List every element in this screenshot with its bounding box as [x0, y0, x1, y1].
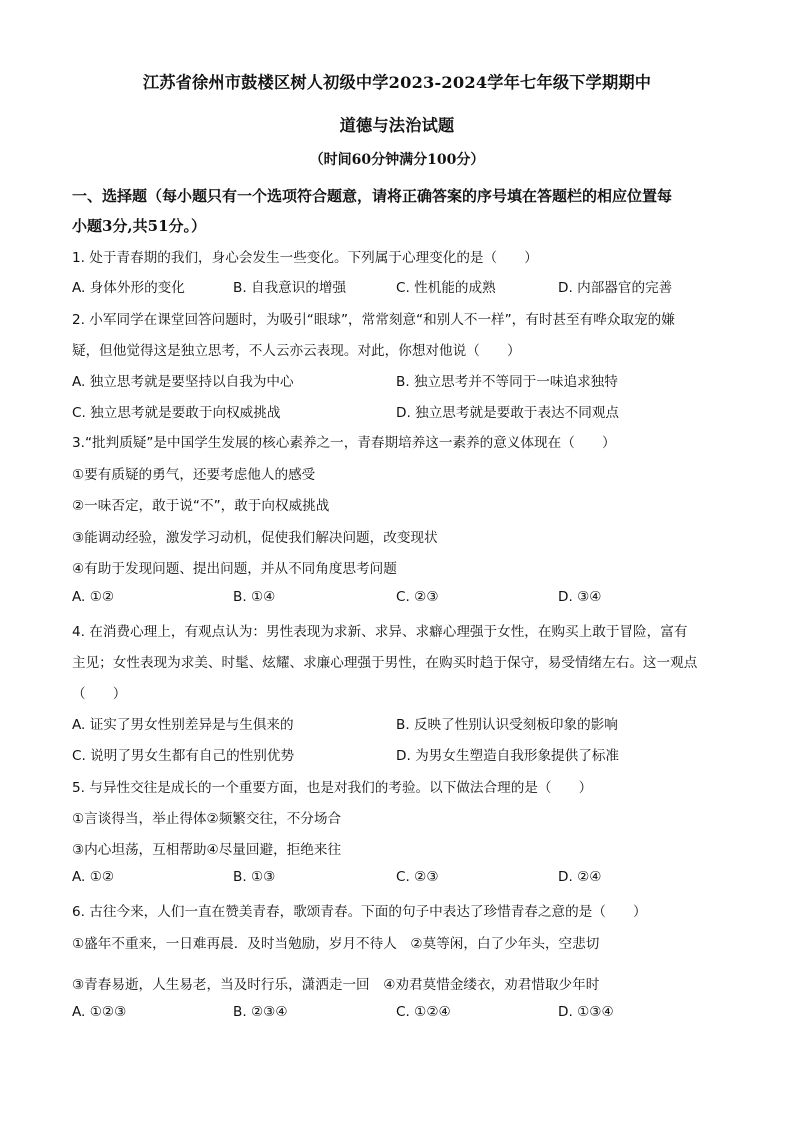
q3-statement-3: ③能调动经验，激发学习动机，促使我们解决问题，改变现状: [72, 530, 438, 546]
q2-option-d: D. 独立思考就是要敢于表达不同观点: [396, 405, 620, 421]
q5-option-a: A. ①②: [72, 869, 115, 885]
q4-stem-line2: 主见；女性表现为求美、时髦、炫耀、求廉心理强于男性，在购买时趋于保守，易受情绪左右。这一观点: [72, 655, 698, 671]
q3-stem: 3.“批判质疑”是中国学生发展的核心素养之一，青春期培养这一素养的意义体现在（ ）: [72, 435, 616, 451]
exam-time-info: （时间60分钟满分100分）: [309, 152, 485, 168]
q3-statement-2: ②一味否定，敢于说“不”，敢于向权威挑战: [72, 498, 330, 514]
section-heading-line2: 小题3分,共51分。）: [72, 217, 207, 235]
q5-statements-1: ①言谈得当，举止得体②频繁交往，不分场合: [72, 811, 342, 827]
q5-statements-2: ③内心坦荡，互相帮助④尽量回避，拒绝来往: [72, 842, 342, 858]
q6-statements-2: ③青春易逝，人生易老，当及时行乐，潇洒走一回 ④劝君莫惜金缕衣，劝君惜取少年时: [72, 977, 600, 993]
q2-stem-line1: 2. 小军同学在课堂回答问题时，为吸引“眼球”，常常刻意“和别人不一样”，有时甚至有哗众取宠的嫌: [72, 312, 675, 328]
q1-option-b: B. 自我意识的增强: [233, 280, 347, 296]
q3-statement-4: ④有助于发现问题、提出问题，并从不同角度思考问题: [72, 561, 397, 577]
q4-option-c: C. 说明了男女生都有自己的性别优势: [72, 748, 295, 764]
q4-option-a: A. 证实了男女性别差异是与生俱来的: [72, 717, 294, 733]
q4-stem-line1: 4. 在消费心理上，有观点认为：男性表现为求新、求异、求癖心理强于女性，在购买上敢于冒险，富有: [72, 624, 688, 640]
section-heading-line1: 一、选择题（每小题只有一个选项符合题意，请将正确答案的序号填在答题栏的相应位置每: [72, 187, 673, 205]
q4-stem-line3: （ ）: [72, 686, 127, 702]
q6-stem: 6. 古往今来，人们一直在赞美青春，歌颂青春。下面的句子中表达了珍惜青春之意的是（ ）: [72, 904, 647, 920]
q2-option-b: B. 独立思考并不等同于一味追求独特: [396, 374, 618, 390]
q1-option-a: A. 身体外形的变化: [72, 280, 185, 296]
q5-option-b: B. ①③: [233, 869, 276, 885]
q6-option-c: C. ①②④: [396, 1004, 451, 1020]
q5-option-c: C. ②③: [396, 869, 439, 885]
q3-option-d: D. ③④: [558, 589, 602, 605]
q1-option-d: D. 内部器官的完善: [558, 280, 673, 296]
q1-stem: 1. 处于青春期的我们，身心会发生一些变化。下列属于心理变化的是（ ）: [72, 250, 538, 266]
q6-option-a: A. ①②③: [72, 1004, 127, 1020]
q1-option-c: C. 性机能的成熟: [396, 280, 496, 296]
q6-statements-1: ①盛年不重来，一日难再晨．及时当勉励，岁月不待人 ②莫等闲，白了少年头，空悲切: [72, 936, 600, 952]
q4-option-b: B. 反映了性别认识受刻板印象的影响: [396, 717, 618, 733]
q5-option-d: D. ②④: [558, 869, 602, 885]
q6-option-b: B. ②③④: [233, 1004, 288, 1020]
q4-option-d: D. 为男女生塑造自我形象提供了标准: [396, 748, 620, 764]
exam-title-line2: 道德与法治试题: [339, 116, 455, 135]
q2-stem-line2: 疑，但他觉得这是独立思考，不人云亦云表现。对此，你想对他说（ ）: [72, 343, 521, 359]
q3-statement-1: ①要有质疑的勇气，还要考虑他人的感受: [72, 467, 316, 483]
q3-option-c: C. ②③: [396, 589, 439, 605]
q6-option-d: D. ①③④: [558, 1004, 614, 1020]
q3-option-a: A. ①②: [72, 589, 115, 605]
exam-title-line1: 江苏省徐州市鼓楼区树人初级中学2023-2024学年七年级下学期期中: [142, 73, 652, 92]
q5-stem: 5. 与异性交往是成长的一个重要方面，也是对我们的考验。以下做法合理的是（ ）: [72, 780, 593, 796]
q2-option-c: C. 独立思考就是要敢于向权威挑战: [72, 405, 281, 421]
q2-option-a: A. 独立思考就是要坚持以自我为中心: [72, 374, 294, 390]
q3-option-b: B. ①④: [233, 589, 276, 605]
